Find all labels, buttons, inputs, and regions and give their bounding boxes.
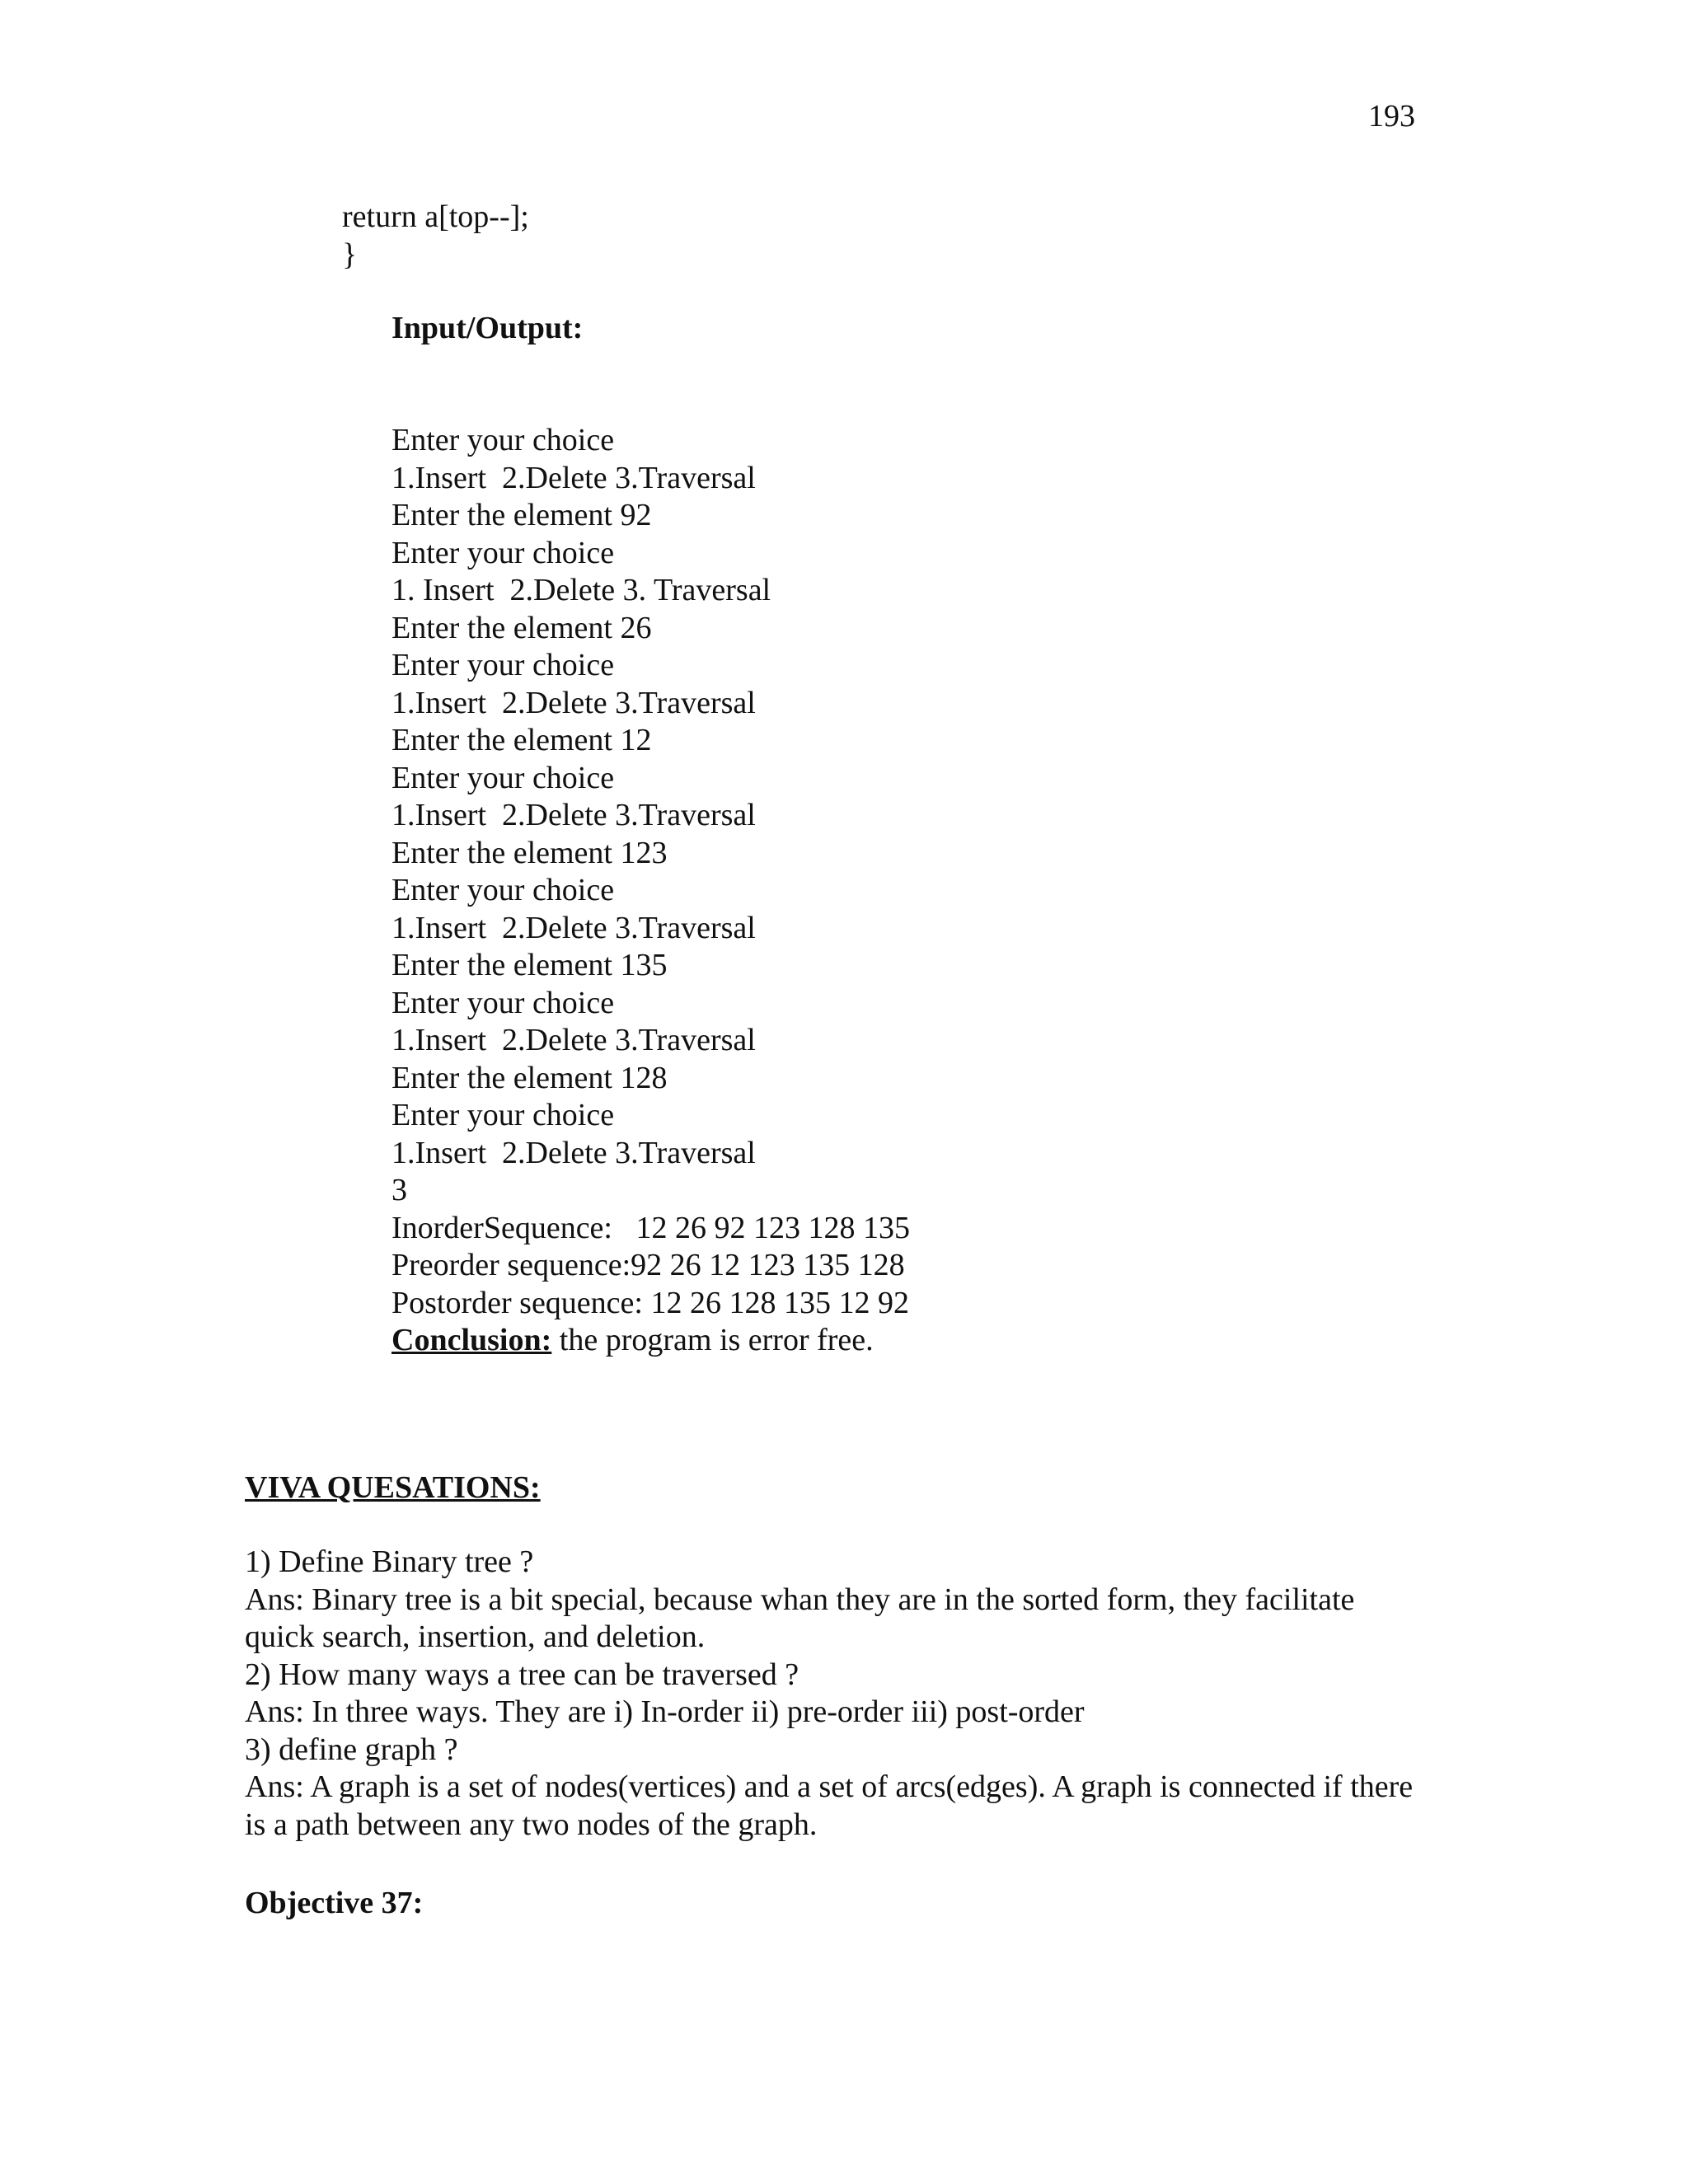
io-line: Enter your choice bbox=[392, 1098, 615, 1132]
code-line: return a[top--]; bbox=[342, 199, 529, 234]
inorder-sequence: InorderSequence: 12 26 92 123 128 135 bbox=[392, 1210, 910, 1245]
io-line: 1.Insert 2.Delete 3.Traversal bbox=[392, 685, 756, 720]
io-line: 1.Insert 2.Delete 3.Traversal bbox=[392, 1023, 756, 1057]
conclusion-text: the program is error free. bbox=[551, 1323, 874, 1357]
viva-heading: VIVA QUESATIONS: bbox=[245, 1470, 541, 1505]
preorder-sequence: Preorder sequence:92 26 12 123 135 128 bbox=[392, 1248, 905, 1282]
objective-heading: Objective 37: bbox=[245, 1886, 424, 1920]
io-line: Enter the element 123 bbox=[392, 835, 668, 870]
viva-question: 1) Define Binary tree ? bbox=[245, 1544, 534, 1579]
viva-block bbox=[245, 1544, 1423, 1844]
viva-question: 3) define graph ? bbox=[245, 1732, 458, 1767]
io-line: Enter the element 12 bbox=[392, 723, 652, 757]
viva-answer: Ans: A graph is a set of nodes(vertices) and a set of arcs(edges). A graph is connected if there is a path between any two nodes of the graph. bbox=[245, 1769, 1414, 1842]
io-line: Enter the element 92 bbox=[392, 498, 652, 532]
io-line: Enter your choice bbox=[392, 648, 615, 682]
io-line: 1.Insert 2.Delete 3.Traversal bbox=[392, 460, 756, 495]
io-line: Enter your choice bbox=[392, 760, 615, 795]
viva-answer: Ans: In three ways. They are i) In-order ii) pre-order iii) post-order bbox=[245, 1694, 1085, 1729]
io-heading: Input/Output: bbox=[392, 311, 584, 345]
io-line: Enter the element 128 bbox=[392, 1060, 668, 1095]
code-block bbox=[342, 198, 529, 274]
io-line: 1.Insert 2.Delete 3.Traversal bbox=[392, 910, 756, 945]
viva-question: 2) How many ways a tree can be traversed ? bbox=[245, 1657, 799, 1692]
io-line: Enter your choice bbox=[392, 985, 615, 1020]
io-block bbox=[392, 422, 910, 1360]
io-line: 1.Insert 2.Delete 3.Traversal bbox=[392, 1135, 756, 1170]
io-line: Enter your choice bbox=[392, 873, 615, 907]
io-line: Enter the element 135 bbox=[392, 948, 668, 982]
conclusion-label: Conclusion: bbox=[392, 1323, 552, 1357]
io-line: Enter your choice bbox=[392, 423, 615, 457]
io-line: 3 bbox=[392, 1173, 407, 1207]
conclusion bbox=[392, 1322, 910, 1360]
code-line: } bbox=[342, 237, 358, 272]
io-line: Enter your choice bbox=[392, 535, 615, 570]
io-line: 1. Insert 2.Delete 3. Traversal bbox=[392, 573, 771, 607]
postorder-sequence: Postorder sequence: 12 26 128 135 12 92 bbox=[392, 1285, 909, 1320]
page-number: 193 bbox=[1368, 99, 1415, 134]
io-line: 1.Insert 2.Delete 3.Traversal bbox=[392, 798, 756, 832]
io-line: Enter the element 26 bbox=[392, 610, 652, 645]
viva-answer: Ans: Binary tree is a bit special, because whan they are in the sorted form, they facilitate quick search, insertion, and deletion. bbox=[245, 1582, 1355, 1654]
